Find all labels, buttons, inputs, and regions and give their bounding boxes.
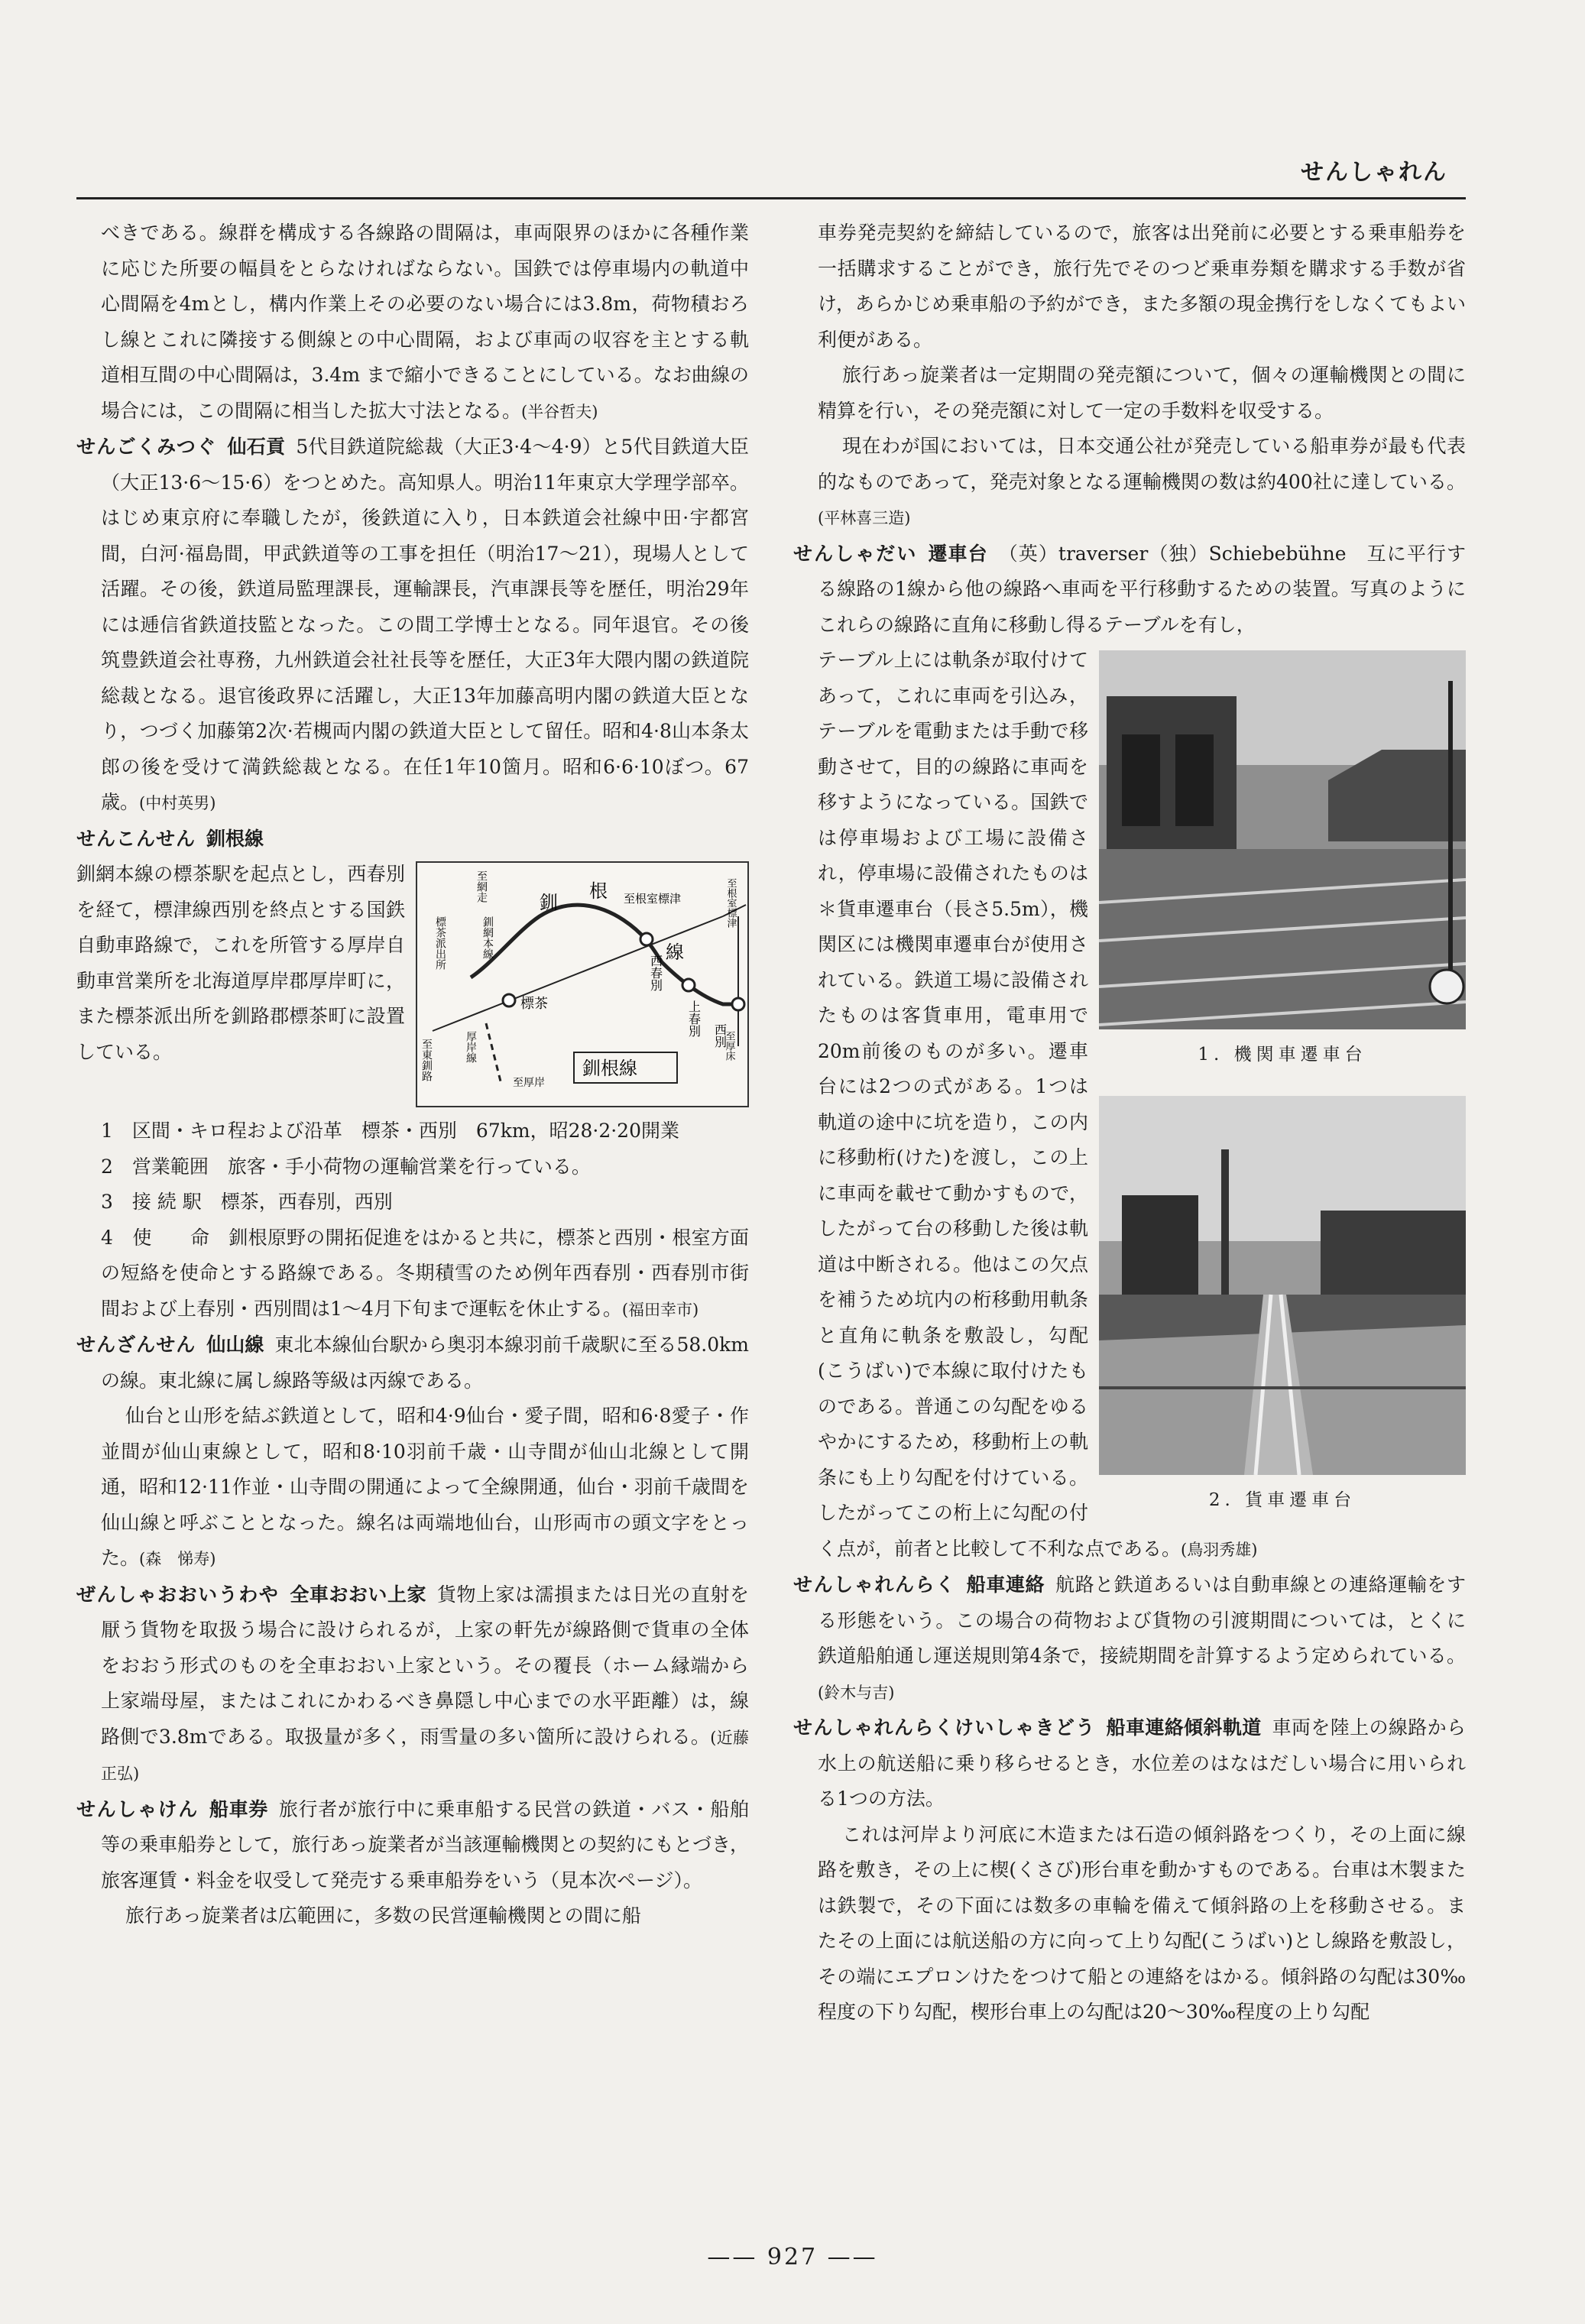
entry-text (76, 1399, 749, 1577)
paragraph-text: べきである。線群を構成する各線路の間隔は，車両限界のほかに各種作業に応じた所要の幅員をとらなければならない。国鉄では停車場内の軌道中心間隔を4mとし，構内作業上その必要のない場合には3.8m，荷物積おろし線とこれに隣接する側線との中心間隔，および車両の収容を主とする軌道相互間の中心間隔は，3.4m まで縮小できることにしている。なお曲線の場合には，この間隔に相当した拡大寸法となる。 (101, 222, 749, 422)
route-map (416, 861, 749, 1107)
entry-headword: せんこんせん (76, 827, 196, 850)
right-column (793, 216, 1466, 2031)
map-label: 釧網本線 (481, 916, 494, 959)
entry-kanji: 釧根線 (206, 827, 264, 850)
author: (平林喜三造) (818, 509, 911, 527)
running-head: せんしゃれん (1301, 159, 1447, 186)
photo-freight-traverser (1099, 1096, 1466, 1475)
entry-kanji: 全車おおい上家 (290, 1583, 427, 1606)
station-marker-shibecha (503, 994, 515, 1006)
map-label: 至東釧路 (420, 1039, 433, 1081)
map-label: 西春別 (648, 955, 663, 991)
station-marker-nishishunbetsu (640, 933, 653, 945)
map-title: 釧根線 (582, 1058, 637, 1079)
entry-text: 航路と鉄道あるいは自動車線との連絡運輸をする形態をいう。この場合の荷物および貨物の引渡期間については，とくに鉄道船舶通し運送規則第4条で，接続期間を計算するよう定められている。 (818, 1574, 1466, 1667)
map-label: 上春別 (686, 1000, 702, 1037)
map-line-label: 根 (589, 880, 608, 902)
paragraph-text: 現在わが国においては，日本交通公社が発売している船車券が最も代表的なものであって，発売対象となる運輸機関の数は約400社に達している。 (818, 435, 1466, 493)
entry-kanji: 仙山線 (206, 1334, 264, 1356)
author: (鈴木与吉) (818, 1683, 895, 1702)
entry-kanji: 船車連絡傾斜軌道 (1106, 1716, 1262, 1739)
entry-item: 1 区間・キロ程および沿革 標茶・西別 67km，昭28·2·20開業 (101, 1120, 679, 1142)
map-label: 西別 (712, 1023, 728, 1048)
entry-zensha-ooi (76, 1577, 749, 1792)
author: (中村英男) (139, 794, 216, 812)
entry-text: 車両を陸上の線路から水上の航送船に乗り移らせるとき，水位差のはなはだしい場合に用いられる1つの方法。 (818, 1716, 1466, 1810)
entry-lead (76, 822, 749, 857)
entry-item: 3 接 続 駅 標茶，西春別，西別 (101, 1191, 393, 1213)
entry-headword: せんしゃれんらく (793, 1574, 956, 1596)
entry-kanji: 船車券 (209, 1797, 268, 1820)
entry-text: 旅行あっ旋業者は広範囲に，多数の民営運輸機関との間に船 (125, 1904, 641, 1927)
entry-item: 2 営業範囲 旅客・手小荷物の運輸営業を行っている。 (101, 1155, 591, 1178)
map-line-label: 線 (666, 942, 684, 963)
route-line (471, 905, 738, 1004)
entry-text: 5代目鉄道院総裁（大正3·4〜4·9）と5代目鉄道大臣（大正13·6〜15·6）をつとめた。高知県人。明治11年東京大学理学部卒。はじめ東京府に奉職したが，後鉄道に入り，日本鉄道会社線中田·宇都宮間，白河·福島間，甲武鉄道等の工事を担任（明治17〜21），現場人として活躍。その後，鉄道局監理課長，運輸課長，汽車課長等を歴任，明治29年には逓信省鉄道技監となった。この間工学博士となる。同年退官。その後筑豊鉄道会社専務，九州鉄道会社社長等を歴任，大正3年大隈内閣の鉄道院総裁となる。退官後政界に活躍し，大正13年加藤高明内閣の鉄道大臣となり，つづく加藤第2次·若槻両内閣の鉄道大臣として留任。昭和4·8山本条太郎の後を受けて満鉄総裁となる。在任1年10箇月。昭和6·6·10ぼつ。67歳。 (101, 436, 749, 813)
station-marker-nishibetsu (732, 998, 744, 1010)
rail-line-akkeshi (486, 1023, 501, 1084)
photo-column (1099, 643, 1466, 1511)
entry-sengoku (76, 429, 749, 822)
author: (福田幸市) (621, 1300, 699, 1319)
entry-item (76, 1220, 749, 1328)
entry-paragraph: テーブル上には軌条が取付けてあって，これに車両を引込み，テーブルを電動または手動で移動させて，目的の線路に車両を移すようになっている。国鉄では停車場および工場に設備され，停車場に設備されたものは＊貨車遷車台（長さ5.5m），機関区には機関車遷車台が使用されている。鉄道工場に設備されたものは客貨車用，電車用で20m前後のものが多い。遷車台には2つの式がある。1つは軌道の途中に坑を造り，この内に移動桁(けた)を渡し，この上に車両を載せて動かすもので，したがって台の移動した後は軌道は中断される。他はこの欠点を補うため坑内の桁移動用軌条と直角に軌条を敷設し，勾配(こうばい)で本線に取付けたものである。普通この勾配をゆるやかにするため，移動桁上の軌条にも上り勾配を付けている。したがってこの桁上に勾配の付く点が，前者と比較して不利な点である。 (818, 649, 1181, 1560)
entry-senshadai-body (793, 643, 1466, 1567)
map-label: 至根室標津 (724, 878, 737, 928)
entry-kanji: 遷車台 (928, 542, 988, 565)
author: (鳥羽秀雄) (1181, 1540, 1258, 1559)
map-label: 標茶 (520, 996, 548, 1012)
station-marker-kamishunbetsu (682, 979, 695, 991)
entry-paragraph: 仙台と山形を結ぶ鉄道として，昭和4·9仙台・愛子間，昭和6·8愛子・作並間が仙山東線として，昭和8·10羽前千歳・山寺間が仙山北線として開通，昭和12·11作並・山寺間の開通によって全線開通，仙台・羽前千歳間を仙山線と呼ぶこととなった。線名は両端地仙台，山形両市の頭文字をとった。 (101, 1405, 749, 1569)
entry-senzansen (76, 1327, 749, 1399)
photo-caption: 1. 機関車遷車台 (1198, 1045, 1367, 1065)
entry-text: 東北本線仙台駅から奥羽本線羽前千歳駅に至る58.0km の線。東北線に属し線路等級は丙線である。 (101, 1334, 749, 1392)
left-column (76, 216, 749, 1934)
map-label: 至厚岸 (513, 1077, 545, 1089)
map-label: 標茶派出所 (434, 916, 446, 970)
photo-locomotive-traverser (1099, 650, 1466, 1029)
paragraph-continued: 車券発売契約を締結しているので，旅客は出発前に必要とする乗車船券を一括購求することができ，旅行先でそのつど乗車券類を購求する手数が省け，あらかじめ乗車船の予約ができ，また多額の現金携行をしなくてもよい利便がある。 (818, 222, 1467, 351)
paragraph (793, 429, 1466, 536)
entry-headword: せんごくみつぐ (76, 436, 217, 458)
entry-senshaken (76, 1792, 749, 1899)
entry-text: 貨物上家は濡損または日光の直射を厭う貨物を取扱う場合に設けられるが，上家の軒先が線路側で貨車の全体をおおう形式のものを全車おおい上家という。その覆長（ホーム縁端から上家端母屋，またはこれにかわるべき鼻隠し中心までの水平距離）は，線路側で3.8mである。取扱量が多く，雨雪量の多い箇所に設けられる。 (101, 1583, 749, 1748)
author: (半谷哲夫) (521, 402, 598, 421)
header-rule (76, 197, 1466, 199)
entry-item-text: 4 使 命 釧根原野の開拓促進をはかると共に，標茶と西別・根室方面の短絡を使命とする路線である。冬期積雪のため例年西春別・西春別市街間および上春別・西別間は1〜4月下旬まで運転を休止する。 (101, 1226, 749, 1320)
entry-senkonsen (76, 822, 749, 1114)
entry-sensha-renraku-keisha (793, 1710, 1466, 1817)
map-label: 至網走 (475, 870, 488, 903)
entry-text: （英）traverser（独）Schiebebühne 互に平行する線路の1線から他の線路へ車両を平行移動するための装置。写真のようにこれらの線路に直角に移動し得るテーブルを有し， (818, 542, 1466, 636)
entry-kanji: 仙石貢 (227, 436, 286, 458)
entry-sensha-renraku (793, 1567, 1466, 1710)
entry-headword: ぜんしゃおおいうわや (76, 1583, 280, 1606)
entry-kanji: 船車連絡 (966, 1574, 1045, 1596)
entry-senshadai (793, 536, 1466, 643)
map-label: 厚岸線 (465, 1031, 477, 1063)
paragraph-continued (76, 216, 749, 429)
photo-caption: 2. 貨車遷車台 (1208, 1490, 1356, 1510)
entry-text: これは河岸より河底に木造または石造の傾斜路をつくり，その上面に線路を敷き，その上に楔(くさび)形台車を動かすものである。台車は木製または鉄製で，その下面には数多の車輪を備えて傾斜路の上を移動させる。またその上面には航送船の方に向って上り勾配(こうばい)とし線路を敷設し，その端にエプロンけたをつけて船との連絡をはかる。傾斜路の勾配は30‰程度の下り勾配，楔形台車上の勾配は20〜30‰程度の上り勾配 (818, 1823, 1466, 2023)
author: (森 悌寿) (139, 1550, 216, 1568)
map-label: 至厚床 (723, 1031, 735, 1061)
entry-text: 釧網本線の標茶駅を起点とし，西春別を経て，標津線西別を終点とする国鉄自動車路線で，これを所管する厚岸自動車営業所を北海道厚岸郡厚岸町に，また標茶派出所を釧路郡標茶町に設置している。 (76, 863, 405, 1063)
author: (近藤正弘) (101, 1728, 749, 1783)
entry-headword: せんしゃだい (793, 542, 918, 565)
entry-headword: せんしゃれんらくけいしゃきどう (793, 1716, 1096, 1739)
entry-headword: せんしゃけん (76, 1797, 199, 1820)
map-label: 至根室標津 (624, 892, 682, 906)
entry-headword: せんざんせん (76, 1334, 196, 1356)
paragraph: 旅行あっ旋業者は一定期間の発売額について，個々の運輸機関との間に精算を行い，その発売額に対して一定の手数料を収受する。 (818, 364, 1466, 422)
page-number: —— 927 —— (707, 2244, 878, 2271)
map-line-label: 釧 (540, 892, 558, 913)
entry-text: 旅行者が旅行中に乗車船する民営の鉄道・バス・船舶等の乗車船券として，旅行あっ旋業者が当該運輸機関との契約にもとづき，旅客運賃・料金を収受して発売する乗車船券をいう（見本次ページ）。 (101, 1797, 749, 1891)
page-number-value: 927 (767, 2244, 818, 2271)
